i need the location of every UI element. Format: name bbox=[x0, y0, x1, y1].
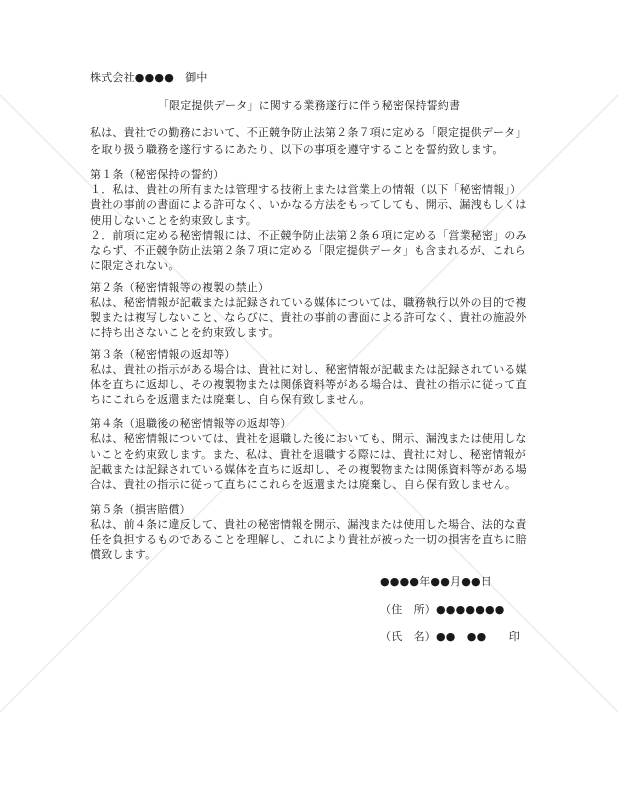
article-heading: 第４条（退職後の秘密情報等の返却等） bbox=[90, 417, 292, 430]
article-line: 私は、秘密情報が記載または記録されている媒体については、職務執行以外の目的で複 bbox=[90, 296, 527, 309]
intro-paragraph bbox=[90, 125, 527, 158]
article-2 bbox=[90, 280, 527, 340]
article-line: 体を直ちに返却し、その複製物または関係資料等がある場合は、貴社の指示に従って直 bbox=[90, 378, 527, 391]
addressee: 株式会社●●●● 御中 bbox=[90, 71, 208, 84]
article-heading: 第２条（秘密情報等の複製の禁止） bbox=[90, 281, 270, 294]
article-line: ２．前項に定める秘密情報には、不正競争防止法第２条６項に定める「営業秘密」のみ bbox=[90, 228, 527, 242]
article-4 bbox=[90, 416, 527, 492]
intro-line: を取り扱う職務を遂行するにあたり、以下の事項を遵守することを誓約致します。 bbox=[90, 142, 504, 156]
article-1 bbox=[90, 167, 527, 273]
article-line: 貴社の事前の書面による許可なく、いかなる方法をもってしても、開示、漏洩もしくは bbox=[90, 198, 527, 212]
article-line: 使用しないことを約束致します。 bbox=[90, 213, 258, 227]
signature-date: ●●●●年●●月●●日 bbox=[380, 575, 492, 588]
article-5 bbox=[90, 502, 527, 562]
article-line: 製または複写しないこと、ならびに、貴社の事前の書面による許可なく、貴社の施設外 bbox=[90, 311, 527, 324]
article-line: に限定されない。 bbox=[90, 259, 180, 273]
intro-line: 私は、貴社での勤務において、不正競争防止法第２条７項に定める「限定提供データ」 bbox=[90, 126, 527, 139]
article-line: に持ち出さないことを約束致します。 bbox=[90, 326, 280, 339]
article-line: いことを約束致します。また、私は、貴社を退職する際には、貴社に対し、秘密情報が bbox=[90, 447, 526, 461]
article-line: 償致します。 bbox=[90, 548, 157, 561]
article-line: 私は、貴社の指示がある場合は、貴社に対し、秘密情報が記載または記録されている媒 bbox=[90, 363, 527, 376]
article-heading: 第１条（秘密保持の誓約） bbox=[90, 168, 225, 181]
signature-address: （住 所）●●●●●●● bbox=[380, 603, 505, 616]
article-line: 私は、秘密情報については、貴社を退職した後においても、開示、漏洩または使用しな bbox=[90, 432, 527, 446]
signature-name: （氏 名）●● ●● 印 bbox=[380, 630, 520, 643]
article-line: 私は、前４条に違反して、貴社の秘密情報を開示、漏洩または使用した場合、法的な責 bbox=[90, 518, 527, 531]
article-line: 任を負担するものであることを理解し、これにより貴社が被った一切の損害を直ちに賠 bbox=[90, 533, 527, 546]
article-line: １．私は、貴社の所有または管理する技術上または営業上の情報（以下「秘密情報」） bbox=[90, 183, 522, 197]
document-title: 「限定提供データ」に関する業務遂行に伴う秘密保持誓約書 bbox=[157, 99, 461, 112]
article-line: 合は、貴社の指示に従って直ちにこれらを返還または廃棄し、自ら保有致しません。 bbox=[90, 478, 517, 491]
article-line: ならず、不正競争防止法第２条７項に定める「限定提供データ」も含まれるが、これら bbox=[90, 243, 526, 257]
article-heading: 第５条（損害賠償） bbox=[90, 503, 191, 516]
article-line: ちにこれらを返還または廃棄し、自ら保有致しません。 bbox=[90, 393, 371, 406]
article-line: 記載または記録されている媒体を直ちに返却し、その複製物または関係資料等がある場 bbox=[90, 462, 527, 476]
article-heading: 第３条（秘密情報の返却等） bbox=[90, 348, 236, 361]
article-3 bbox=[90, 347, 527, 407]
